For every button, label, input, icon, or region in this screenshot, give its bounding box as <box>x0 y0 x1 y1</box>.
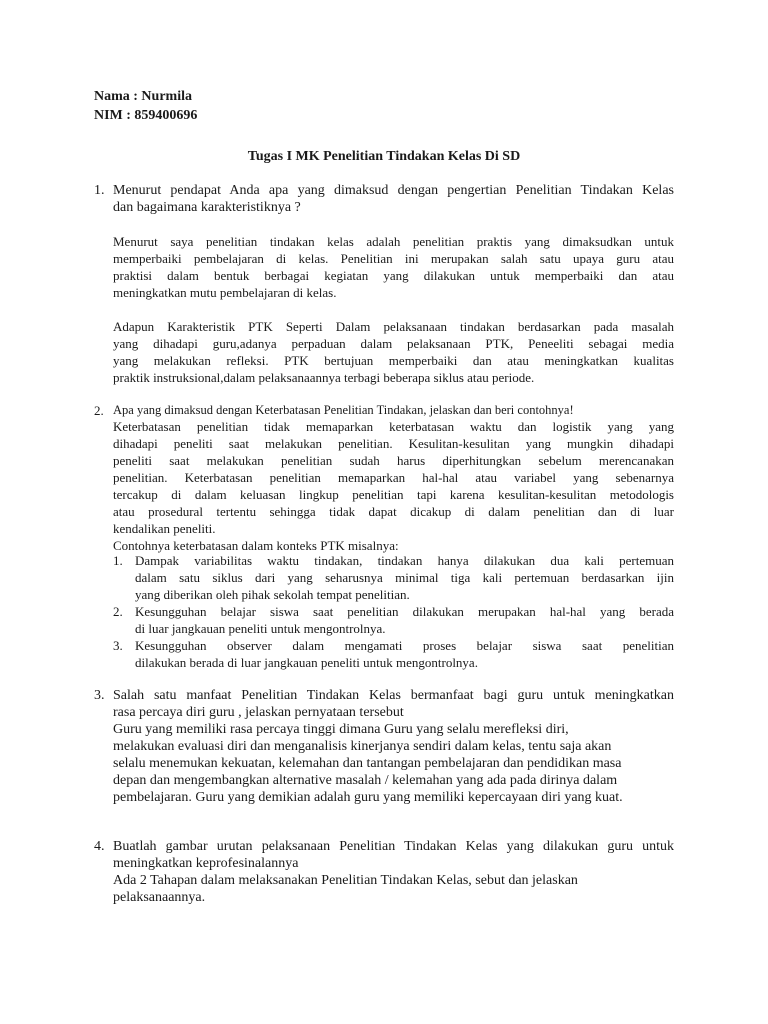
q2-question <box>113 402 574 419</box>
q2-examples-intro: Contohnya keterbatasan dalam konteks PTK misalnya: <box>113 538 399 553</box>
q1-answer-line: meningkatkan mutu pembelajaran di kelas. <box>113 285 337 300</box>
q4-answer-line: pelaksanaannya. <box>113 890 206 905</box>
q2-number: 2. <box>94 403 104 418</box>
q4-answer-line: Ada 2 Tahapan dalam melaksanakan Penelitian Tindakan Kelas, sebut dan jelaskan <box>113 873 578 888</box>
q1-answer-line: memperbaiki pembelajaran di kelas. Penelitian ini merupakan salah satu upaya guru atau <box>113 251 674 266</box>
q1-answer-para2 <box>113 318 674 386</box>
q2-example-number: 2. <box>113 604 123 619</box>
q3-answer-line: melakukan evaluasi diri dan menganalisis kinerjanya sendiri dalam kelas, tentu saja akan <box>113 739 612 754</box>
q2-example-line: Kesungguhan belajar siswa saat penelitian dilakukan merupakan hal-hal yang berada <box>135 604 674 619</box>
q1-question-line: Menurut pendapat Anda apa yang dimaksud dengan pengertian Penelitian Tindakan Kelas <box>113 183 674 198</box>
q2-example-item <box>135 637 674 671</box>
q1-answer-line: yang dihadapi guru,adanya perpaduan dalam pelaksanaan PTK, Peneeliti sebagai media <box>113 336 674 351</box>
q1-question-line: dan bagaimana karakteristiknya ? <box>113 200 301 215</box>
q1-number: 1. <box>94 183 105 198</box>
document-title: Tugas I MK Penelitian Tindakan Kelas Di SD <box>247 149 521 164</box>
q4-question-line: Buatlah gambar urutan pelaksanaan Penelitian Tindakan Kelas yang dilakukan guru untuk <box>113 839 674 854</box>
q2-example-line: Kesungguhan observer dalam mengamati proses belajar siswa saat penelitian <box>135 638 674 653</box>
q2-example-line: dalam satu siklus dari yang seharusnya minimal tiga kali pertemuan berdasarkan ijin <box>135 570 674 585</box>
q2-example-number: 3. <box>113 638 123 653</box>
q2-example-line: di luar jangkauan peneliti untuk mengontrolnya. <box>135 621 386 636</box>
q3-answer-line: depan dan mengembangkan alternative masalah / kelemahan yang ada pada dirinya dalam <box>113 773 618 788</box>
q1-answer-para1 <box>113 233 674 301</box>
q2-answer <box>113 418 674 554</box>
q4-question-line: meningkatkan keprofesinalannya <box>113 856 299 871</box>
q2-answer-line: dihadapi peneliti saat melakukan penelitian. Kesulitan-kesulitan yang mungkin dihadapi <box>113 436 674 451</box>
q4-question <box>113 838 674 872</box>
q2-answer-line: Keterbatasan penelitian tidak memaparkan keterbatasan waktu dan logistik yang yang <box>113 419 674 434</box>
q3-question-line: Salah satu manfaat Penelitian Tindakan Kelas bermanfaat bagi guru untuk meningkatkan <box>113 688 674 703</box>
student-info <box>94 88 197 124</box>
q1-answer-line: praktisi dalam bentuk berbagai kegiatan yang dilakukan untuk memperbaiki dan atau <box>113 268 674 283</box>
q3-question <box>113 687 674 721</box>
q2-answer-line: kendalikan peneliti. <box>113 521 216 536</box>
q2-answer-line: atau prosedural tertentu sehingga tidak dapat dicakup di dalam penelitian dan di luar <box>113 504 674 519</box>
q1-answer-line: Adapun Karakteristik PTK Seperti Dalam pelaksanaan tindakan berdasarkan pada masalah <box>113 319 674 334</box>
q4-number: 4. <box>94 839 105 854</box>
q2-example-item <box>135 552 674 603</box>
student-name: Nama : Nurmila <box>94 89 192 104</box>
q2-example-line: dilakukan berada di luar jangkauan peneliti untuk mengontrolnya. <box>135 655 478 670</box>
q3-answer <box>113 721 674 806</box>
q1-answer-line: Menurut saya penelitian tindakan kelas adalah penelitian praktis yang dimaksudkan untuk <box>113 234 674 249</box>
q2-example-line: yang diberikan oleh pihak sekolah tempat penelitian. <box>135 587 410 602</box>
q2-question-line: Apa yang dimaksud dengan Keterbatasan Penelitian Tindakan, jelaskan dan beri contohnya! <box>113 403 574 417</box>
q1-answer-line: praktik instruksional,dalam pelaksanaannya terbagi beberapa siklus atau periode. <box>113 370 535 385</box>
student-nim: NIM : 859400696 <box>94 108 198 123</box>
q3-answer-line: Guru yang memiliki rasa percaya tinggi dimana Guru yang selalu merefleksi diri, <box>113 722 569 737</box>
q4-answer <box>113 872 674 906</box>
q3-question-line: rasa percaya diri guru , jelaskan pernyataan tersebut <box>113 705 404 720</box>
q2-example-item <box>135 603 674 637</box>
q1-question <box>113 182 674 216</box>
q2-answer-line: penelitian. Keterbatasan penelitian memaparkan hal-hal atau variabel yang sebenarnya <box>113 470 674 485</box>
q2-example-number: 1. <box>113 553 123 568</box>
q2-example-line: Dampak variabilitas waktu tindakan, tindakan hanya dilakukan dua kali pertemuan <box>135 553 674 568</box>
q1-answer-line: yang melakukan refleksi. PTK bertujuan memperbaiki dan atau meningkatkan kualitas <box>113 353 674 368</box>
q2-answer-line: tercakup di dalam keluasan lingkup penelitian tapi karena kesulitan-kesulitan metodologis <box>113 487 674 502</box>
q3-answer-line: selalu menemukan kekuatan, kelemahan dan tantangan pembelajaran dan pendidikan masa <box>113 756 622 771</box>
q2-answer-line: peneliti saat melakukan penelitian sudah harus diperhitungkan sebelum merencanakan <box>113 453 674 468</box>
q3-answer-line: pembelajaran. Guru yang demikian adalah guru yang memiliki kepercayaan diri yang kuat. <box>113 790 623 805</box>
q3-number: 3. <box>94 688 105 703</box>
